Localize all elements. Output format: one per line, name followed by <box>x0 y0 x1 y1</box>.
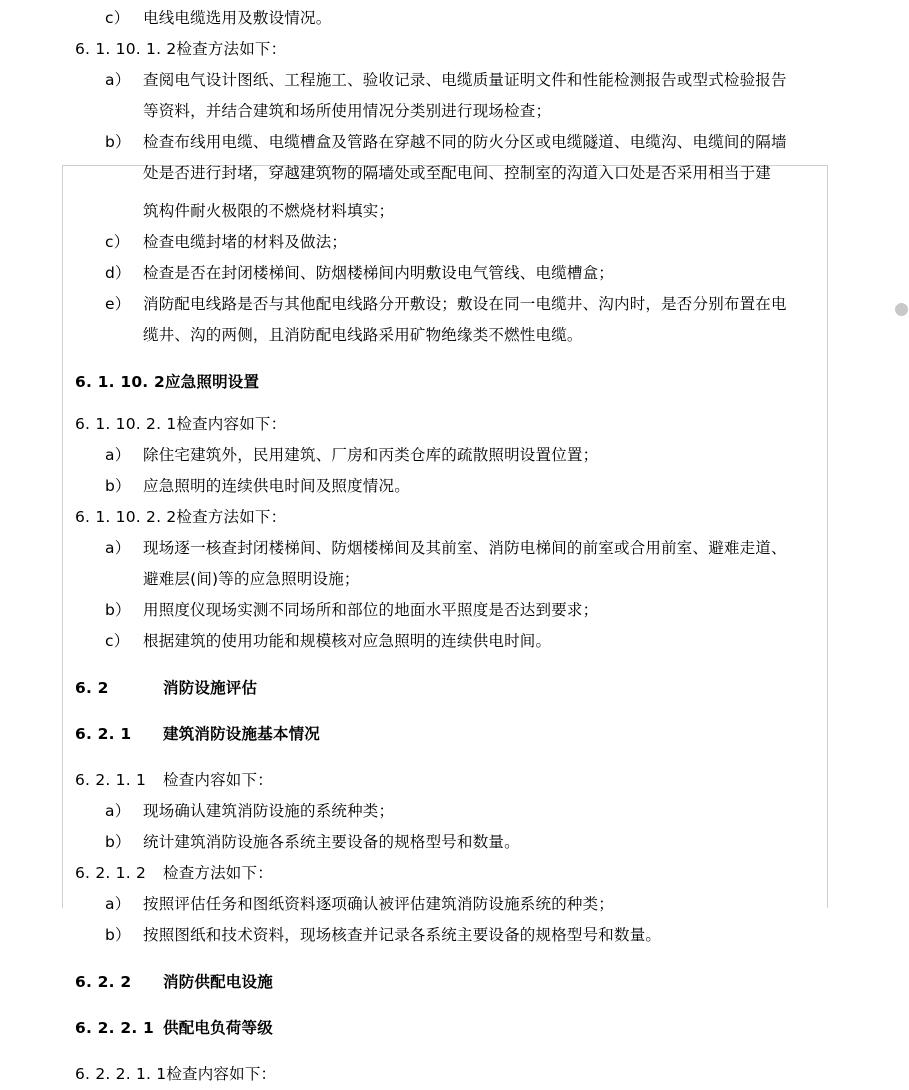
list-marker: c） <box>105 632 130 650</box>
list-marker: b） <box>105 601 131 619</box>
numbered-paragraph <box>0 34 909 65</box>
list-marker: a） <box>105 895 131 913</box>
heading-text: 消防设施评估 <box>163 679 258 697</box>
list-item <box>0 65 909 96</box>
clause-number: 6. 2 <box>75 679 109 697</box>
clause-number: 6. 1. 10. 2. 1 <box>75 415 177 433</box>
list-marker: e） <box>105 295 131 313</box>
list-item <box>0 889 909 920</box>
clause-number: 6. 2. 2 <box>75 973 132 991</box>
list-item-text: 统计建筑消防设施各系统主要设备的规格型号和数量。 <box>143 833 520 851</box>
continuation-line <box>0 96 909 127</box>
list-item-text: 应急照明的连续供电时间及照度情况。 <box>143 477 410 495</box>
clause-text: 检查内容如下： <box>163 771 273 789</box>
continuation-text: 缆井、沟的两侧，且消防配电线路采用矿物绝缘类不燃性电缆。 <box>143 326 583 344</box>
list-item <box>0 440 909 471</box>
section-heading <box>0 673 909 704</box>
section-heading <box>0 1013 909 1044</box>
list-marker: c） <box>105 233 130 251</box>
list-item-text: 检查是否在封闭楼梯间、防烟楼梯间内明敷设电气管线、电缆槽盒； <box>143 264 615 282</box>
clause-number: 6. 2. 1 <box>75 725 132 743</box>
list-item-text: 按照评估任务和图纸资料逐项确认被评估建筑消防设施系统的种类； <box>143 895 615 913</box>
scrollbar-thumb[interactable] <box>895 303 908 316</box>
list-item <box>0 626 909 657</box>
list-item-text: 除住宅建筑外，民用建筑、厂房和丙类仓库的疏散照明设置位置； <box>143 446 599 464</box>
list-item <box>0 796 909 827</box>
list-marker: c） <box>105 9 130 27</box>
list-marker: a） <box>105 539 131 557</box>
numbered-paragraph <box>0 765 909 796</box>
continuation-text: 处是否进行封堵，穿越建筑物的隔墙处或至配电间、控制室的沟道入口处是否采用相当于建 <box>143 164 772 182</box>
clause-text: 检查内容如下： <box>176 415 287 433</box>
clause-text: 检查方法如下： <box>163 864 273 882</box>
heading-text: 消防供配电设施 <box>163 973 273 991</box>
numbered-paragraph <box>0 1059 909 1090</box>
clause-number: 6. 2. 1. 2 <box>75 864 147 882</box>
list-item <box>0 827 909 858</box>
list-item <box>0 533 909 564</box>
heading-text: 建筑消防设施基本情况 <box>163 725 321 743</box>
heading-text: 供配电负荷等级 <box>163 1019 273 1037</box>
section-heading <box>0 719 909 750</box>
vertical-scrollbar[interactable] <box>894 0 909 908</box>
clause-text: 检查方法如下： <box>176 508 287 526</box>
continuation-text: 避难层(间)等的应急照明设施； <box>143 570 360 588</box>
list-item <box>0 920 909 951</box>
heading-text: 应急照明设置 <box>164 373 260 391</box>
continuation-text: 筑构件耐火极限的不燃烧材料填实； <box>143 202 395 220</box>
numbered-paragraph <box>0 409 909 440</box>
clause-number: 6. 2. 2. 1 <box>75 1019 154 1037</box>
list-item-text: 用照度仪现场实测不同场所和部位的地面水平照度是否达到要求； <box>143 601 599 619</box>
list-marker: a） <box>105 802 131 820</box>
continuation-line <box>0 158 909 189</box>
list-item <box>0 595 909 626</box>
list-item-text: 现场逐一核查封闭楼梯间、防烟楼梯间及其前室、消防电梯间的前室或合用前室、避难走道、 <box>143 539 787 557</box>
clause-number: 6. 1. 10. 2. 2 <box>75 508 177 526</box>
continuation-line <box>0 196 909 227</box>
list-item-text: 查阅电气设计图纸、工程施工、验收记录、电缆质量证明文件和性能检测报告或型式检验报告 <box>143 71 787 89</box>
list-item-text: 电线电缆选用及敷设情况。 <box>143 9 332 27</box>
list-item <box>0 227 909 258</box>
list-marker: b） <box>105 926 131 944</box>
list-marker: a） <box>105 446 131 464</box>
numbered-paragraph <box>0 502 909 533</box>
list-item <box>0 289 909 320</box>
list-item <box>0 471 909 502</box>
list-item-text: 检查布线用电缆、电缆槽盒及管路在穿越不同的防火分区或电缆隧道、电缆沟、电缆间的隔墙 <box>143 133 787 151</box>
clause-number: 6. 1. 10. 2 <box>75 373 165 391</box>
continuation-line <box>0 320 909 351</box>
list-item <box>0 3 909 34</box>
list-marker: b） <box>105 133 131 151</box>
list-item <box>0 127 909 158</box>
list-item-text: 根据建筑的使用功能和规模核对应急照明的连续供电时间。 <box>143 632 552 650</box>
continuation-line <box>0 564 909 595</box>
numbered-paragraph <box>0 858 909 889</box>
list-item <box>0 258 909 289</box>
section-heading <box>0 367 909 398</box>
clause-text: 检查方法如下： <box>176 40 287 58</box>
clause-number: 6. 2. 1. 1 <box>75 771 147 789</box>
list-marker: a） <box>105 71 131 89</box>
section-heading <box>0 967 909 998</box>
list-marker: b） <box>105 477 131 495</box>
list-marker: b） <box>105 833 131 851</box>
clause-number: 6. 1. 10. 1. 2 <box>75 40 177 58</box>
list-item-text: 消防配电线路是否与其他配电线路分开敷设；敷设在同一电缆井、沟内时，是否分别布置在电 <box>143 295 787 313</box>
list-marker: d） <box>105 264 131 282</box>
list-item-text: 按照图纸和技术资料，现场核查并记录各系统主要设备的规格型号和数量。 <box>143 926 662 944</box>
continuation-text: 等资料，并结合建筑和场所使用情况分类别进行现场检查； <box>143 102 552 120</box>
list-item-text: 现场确认建筑消防设施的系统种类； <box>143 802 395 820</box>
list-item-text: 检查电缆封堵的材料及做法； <box>143 233 348 251</box>
clause-text: 检查内容如下： <box>166 1065 277 1083</box>
clause-number: 6. 2. 2. 1. 1 <box>75 1065 167 1083</box>
